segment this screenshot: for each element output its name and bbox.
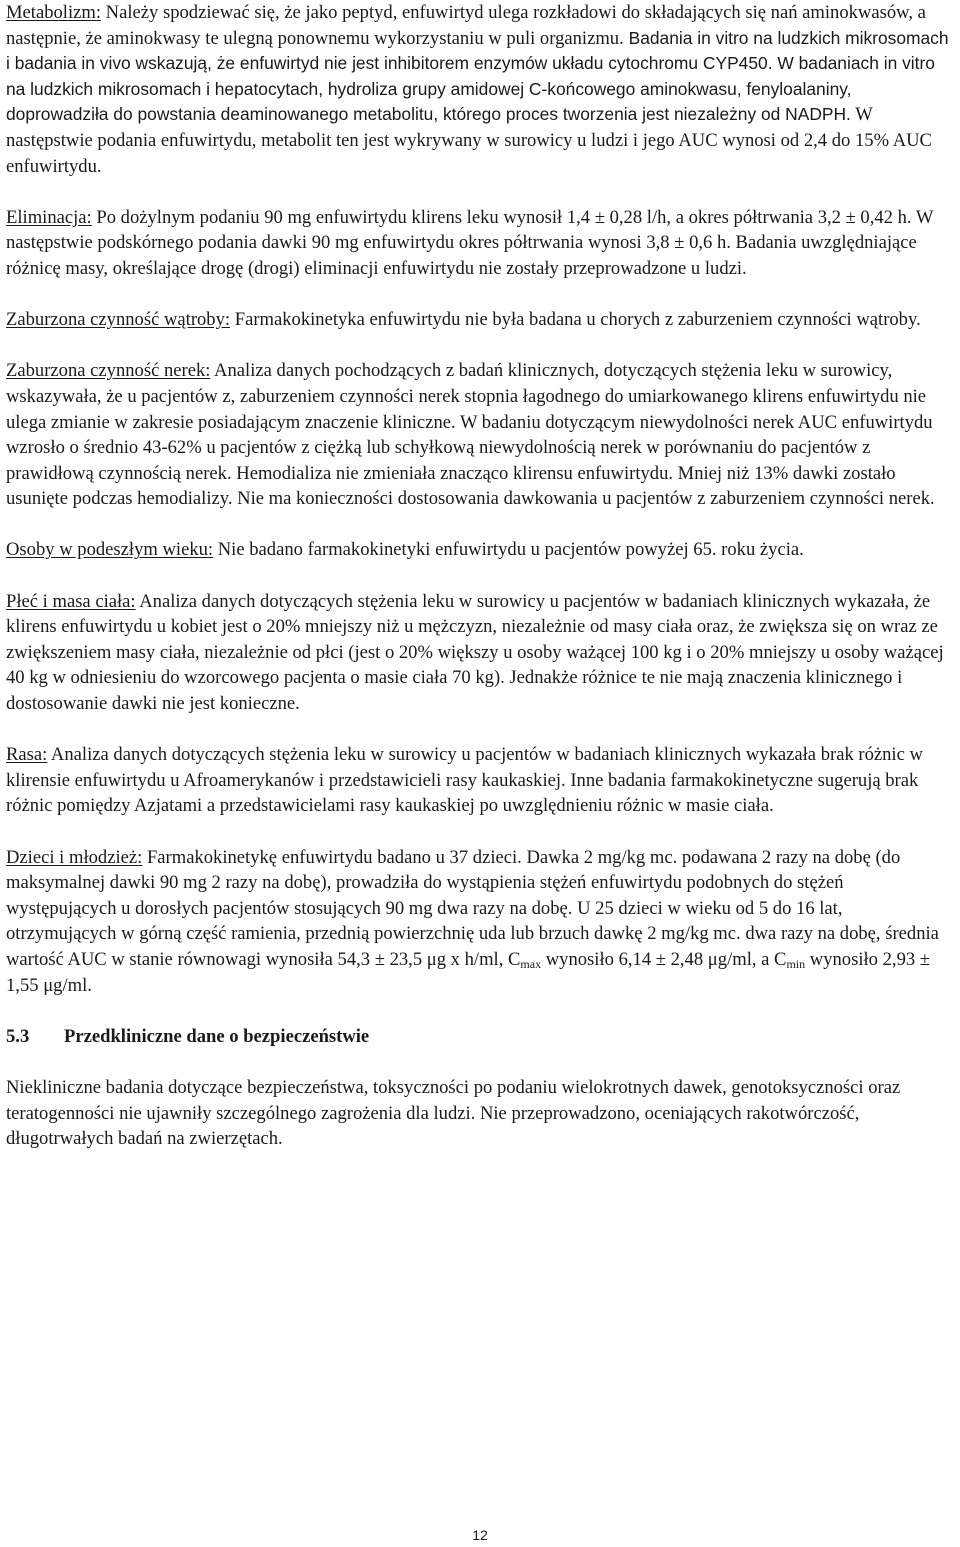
text-dzieci-a: Farmakokinetykę enfuwirtydu badano u 37 dzieci. Dawka 2 mg/kg mc. podawana 2 razy na dobę (do maksymalnej dawki 90 mg 2 razy na dobę), prowadziła do wystąpienia stężeń enfuwirtydu podobnych do stężeń występujących u dorosłych pacjentów stosujących 90 mg dwa razy na dobę. U 25 dzieci w wieku od 5 do 16 lat, otrzymujących w górną część ramienia, przednią powierzchnię uda lub brzuch dawkę 2 mg/kg mc. dwa razy na dobę, średnia wartość AUC w stanie równowagi wynosiła 54,3 ± 23,5 μg x h/ml, C <box>6 846 939 970</box>
paragraph-gap <box>6 717 956 743</box>
section-title: Przedkliniczne dane o bezpieczeństwie <box>64 1025 370 1047</box>
paragraph-gap <box>6 512 956 538</box>
paragraph-gap <box>6 333 956 359</box>
label-nerki: Zaburzona czynność nerek: <box>6 360 211 382</box>
paragraph-przedkliniczne <box>6 1075 956 1152</box>
label-watroba: Zaburzona czynność wątroby: <box>6 309 231 331</box>
paragraph-gap <box>6 998 956 1024</box>
label-metabolizm: Metabolizm: <box>6 2 102 23</box>
subscript-min: min <box>786 956 806 971</box>
text-plec: Analiza danych dotyczących stężenia leku w surowicy u pacjentów w badaniach klinicznych wykazała, że klirens enfuwirtydu u kobiet jest o 20% mniejszy niż u mężczyzn, niezależnie od masy ciała oraz, że zwiększa się on wraz ze zwiększeniem masy ciała, niezależnie od płci (jest o 20% większy u osoby ważącej 100 kg i o 20% mniejszy u osoby ważącej 40 kg w odniesieniu do wzorcowego pacjenta o masie ciała 70 kg). Jednakże różnice te nie mają znaczenia klinicznego i dostosowanie dawki nie jest konieczne. <box>6 590 944 715</box>
text-metabolizm-b: Badania in vitro na ludzkich mikrosomach i badania in vivo wskazują, że enfuwirtyd nie jest inhibitorem enzymów układu cytochromu CYP450. W badaniach in vitro na ludzkich mikrosomach i hepatocytach, hydroliza grupy amidowej C-końcowego aminokwasu, fenyloalaniny, doprowadziła do powstania deaminowanego metabolitu, którego proces tworzenia jest niezależny od NADPH. <box>6 27 949 125</box>
subscript-max: max <box>520 956 542 971</box>
label-wiek: Osoby w podeszłym wieku: <box>6 539 214 561</box>
paragraph-dzieci <box>6 845 956 999</box>
paragraph-metabolizm <box>6 0 956 179</box>
text-metabolizm-c: W następstwie podania enfuwirtydu, metabolit ten jest wykrywany w surowicy u ludzi i jego AUC wynosi od 2,4 do 15% AUC enfuwirtydu. <box>6 104 932 177</box>
document-page <box>6 0 956 1152</box>
text-watroba: Farmakokinetyka enfuwirtydu nie była badana u chorych z zaburzeniem czynności wątroby. <box>230 309 921 331</box>
label-plec: Płeć i masa ciała: <box>6 590 136 612</box>
text-dzieci-c: wynosiło 2,93 ± 1,55 μg/ml. <box>6 948 931 996</box>
paragraph-wiek <box>6 537 956 563</box>
paragraph-gap <box>6 179 956 205</box>
text-nerki: Analiza danych pochodzących z badań klinicznych, dotyczących stężenia leku w surowicy, wskazywała, że u pacjentów z, zaburzeniem czynności nerek stopnia łagodnego do umiarkowanego klirens enfuwirtydu nie ulega zmianie w zakresie posiadającym znaczenie kliniczne. W badaniu dotyczącym niewydolności nerek AUC enfuwirtydu wzrosło o średnio 43-62% u pacjentów z ciężką lub schyłkową niewydolnością nerek w porównaniu do pacjentów z prawidłową czynnością nerek. Hemodializa nie zmieniała znacząco klirensu enfuwirtydu. Mniej niż 13% dawki zostało usunięte podczas hemodializy. Nie ma konieczności dostosowania dawkowania u pacjentów z zaburzeniem czynności nerek. <box>6 360 935 510</box>
paragraph-watroba <box>6 307 956 333</box>
paragraph-gap <box>6 563 956 589</box>
paragraph-gap <box>6 819 956 845</box>
text-wiek: Nie badano farmakokinetyki enfuwirtydu u pacjentów powyżej 65. roku życia. <box>213 539 804 561</box>
page-number: 12 <box>472 1527 488 1543</box>
section-heading-5-3 <box>6 1024 956 1050</box>
paragraph-rasa <box>6 742 956 819</box>
text-rasa: Analiza danych dotyczących stężenia leku w surowicy u pacjentów w badaniach klinicznych wykazała brak różnic w klirensie enfuwirtydu u Afroamerykanów i przedstawicieli rasy kaukaskiej. Inne badania farmakokinetyczne sugerują brak różnic pomiędzy Azjatami a przedstawicielami rasy kaukaskiej po uwzględnieniu różnic w masie ciała. <box>6 744 923 817</box>
section-number: 5.3 <box>6 1025 30 1047</box>
paragraph-plec <box>6 589 956 717</box>
label-dzieci: Dzieci i młodzież: <box>6 846 143 868</box>
text-dzieci-b: wynosiło 6,14 ± 2,48 μg/ml, a C <box>541 948 787 970</box>
paragraph-gap <box>6 1049 956 1075</box>
text-eliminacja: Po dożylnym podaniu 90 mg enfuwirtydu klirens leku wynosił 1,4 ± 0,28 l/h, a okres półtrwania 3,2 ± 0,42 h. W następstwie podskórnego podania dawki 90 mg enfuwirtydu okres półtrwania wynosi 3,8 ± 0,6 h. Badania uwzględniające różnicę masy, określające drogę (drogi) eliminacji enfuwirtydu nie zostały przeprowadzone u ludzi. <box>6 206 934 279</box>
text-metabolizm-a: Należy spodziewać się, że jako peptyd, enfuwirtyd ulega rozkładowi do składających się nań aminokwasów, a następnie, że aminokwasy te ulegną ponownemu wykorzystaniu w puli organizmu. <box>6 2 926 49</box>
paragraph-nerki <box>6 358 956 512</box>
label-eliminacja: Eliminacja: <box>6 206 92 228</box>
text-przedkliniczne: Niekliniczne badania dotyczące bezpieczeństwa, toksyczności po podaniu wielokrotnych dawek, genotoksyczności oraz teratogenności nie ujawniły szczególnego zagrożenia dla ludzi. Nie przeprowadzono, oceniających rakotwórczość, długotrwałych badań na zwierzętach. <box>6 1076 901 1150</box>
paragraph-gap <box>6 282 956 308</box>
label-rasa: Rasa: <box>6 744 48 766</box>
paragraph-eliminacja <box>6 205 956 282</box>
